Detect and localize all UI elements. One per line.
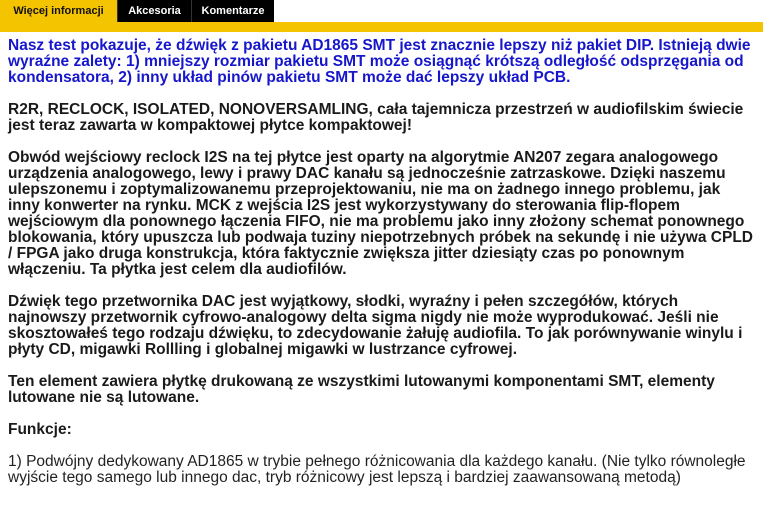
description-paragraph-3: Obwód wejściowy reclock I2S na tej płytce jest oparty na algorytmie AN207 zegara analogowego urządzenia analogowego, lewy i prawy DAC kanału są jednocześnie zatrzaskowe. Dzięki naszemu ulepszonemu i zoptymalizowanemu przeprojektowaniu, nie ma on żadnego innego problemu, jak inny konwerter na rynku. MCK z wejścia I2S jest wykorzystywany do sterowania flip-flopem wejściowym dla ponownego łączenia FIFO, nie ma problemu jako inny złożony schemat ponownego blokowania, który upuszcza lub podwaja tuziny niepotrzebnych próbek na sekundę i nie używa CPLD / FPGA jako druga konstrukcja, która faktycznie zwiększa jitter dziesiąty czas po ponownym włączeniu. Ta płytka jest celem dla audiofilów.: [8, 149, 753, 278]
tab-comments[interactable]: Komentarze: [191, 0, 274, 22]
description-paragraph-5: Ten element zawiera płytkę drukowaną ze wszystkimi lutowanymi komponentami SMT, elementy lutowane nie są lutowane.: [8, 373, 715, 406]
description-paragraph-4: Dźwięk tego przetwornika DAC jest wyjątkowy, słodki, wyraźny i pełen szczegółów, których najnowszy przetwornik cyfrowo-analogowy delta sigma nigdy nie może wyprodukować. Jeśli nie skosztowałeś tego rodzaju dźwięku, to zdecydowanie żałuję audiofila. To jak porównywanie winylu i płyty CD, migawki Rollling i globalnej migawki w lustrzance cyfrowej.: [8, 293, 743, 358]
intro-paragraph: Nasz test pokazuje, że dźwięk z pakietu AD1865 SMT jest znacznie lepszy niż pakiet DIP. Istnieją dwie wyraźne zalety: 1) mniejszy rozmiar pakietu SMT może osiągnąć krótszą odległość odsprzęgania od kondensatora, 2) inny układ pinów pakietu SMT może dać lepszy układ PCB.: [8, 37, 751, 86]
features-heading: Funkcje:: [8, 421, 72, 438]
product-description: [8, 38, 756, 486]
tab-more-info[interactable]: Więcej informacji: [0, 0, 117, 22]
tab-accent-strip: [0, 22, 763, 32]
tab-accessories[interactable]: Akcesoria: [117, 0, 191, 22]
feature-item-1: 1) Podwójny dedykowany AD1865 w trybie pełnego różnicowania dla każdego kanału. (Nie tylko równoległe wyjście tego samego lub innego dac, tryb różnicowy jest lepszą i bardziej zaawansowaną metodą): [8, 453, 746, 486]
tab-bar: [0, 0, 763, 22]
description-paragraph-2: R2R, RECLOCK, ISOLATED, NONOVERSAMLING, cała tajemnicza przestrzeń w audiofilskim świecie jest teraz zawarta w kompaktowej płytce kompaktowej!: [8, 101, 744, 134]
